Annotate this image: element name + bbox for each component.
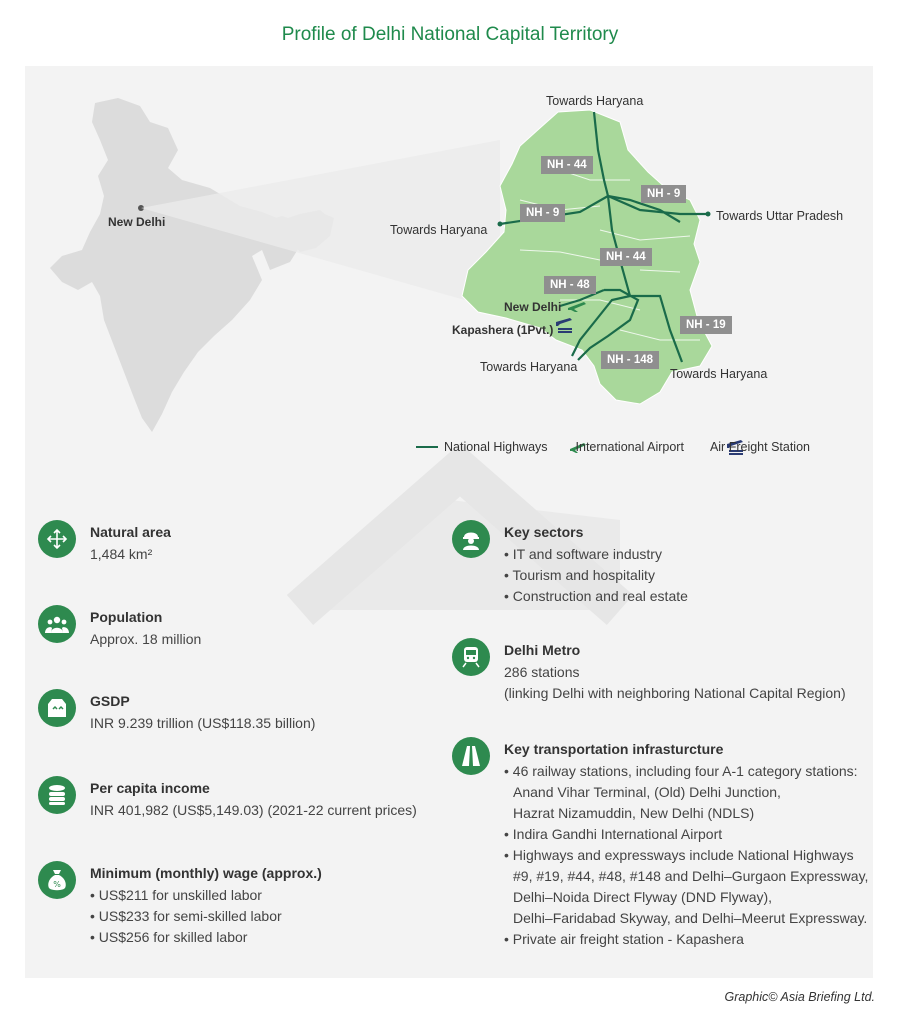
transport-b3-line2: #9, #19, #44, #48, #148 and Delhi–Gurgaon Expressway, — [513, 868, 869, 884]
legend-freight-label: Air Freight Station — [709, 440, 810, 454]
income-title: Per capita income — [90, 780, 210, 796]
transport-title: Key transportation infrasturcture — [504, 741, 724, 757]
natural-area-block — [38, 524, 171, 565]
arrows-move-icon — [38, 520, 76, 558]
wage-title: Minimum (monthly) wage (approx.) — [90, 865, 322, 881]
freight-label: Kapashera (1Pvt.) — [452, 323, 554, 337]
transport-b1-line2: Anand Vihar Terminal, (Old) Delhi Junction, — [513, 784, 781, 800]
nh44-top-badge: NH - 44 — [541, 156, 593, 174]
coins-icon — [38, 776, 76, 814]
legend-airport-label: International Airport — [575, 440, 684, 454]
gsdp-value: INR 9.239 trillion (US$118.35 billion) — [90, 715, 316, 731]
list-item: • US$233 for semi-skilled labor — [90, 906, 322, 927]
people-icon — [38, 605, 76, 643]
legend-highways-label: National Highways — [444, 440, 548, 454]
nh9-left-badge: NH - 9 — [520, 204, 565, 222]
list-item — [504, 824, 868, 845]
towards-southeast-label: Towards Haryana — [670, 367, 768, 381]
list-item — [504, 761, 868, 824]
towards-east-label: Towards Uttar Pradesh — [716, 209, 844, 223]
train-icon — [452, 638, 490, 676]
gsdp-block — [38, 693, 315, 734]
nh48-badge: NH - 48 — [544, 276, 596, 294]
key-sectors-title: Key sectors — [504, 524, 584, 540]
india-new-delhi-label: New Delhi — [108, 215, 166, 229]
map-legend — [416, 440, 828, 454]
list-item: • US$256 for skilled labor — [90, 927, 322, 948]
transport-b1-line3: Hazrat Nizamuddin, New Delhi (NDLS) — [513, 805, 755, 821]
natural-area-title: Natural area — [90, 524, 171, 540]
nh44-mid-badge: NH - 44 — [600, 248, 652, 266]
transport-block — [452, 741, 868, 950]
list-item: • Tourism and hospitality — [504, 565, 688, 586]
income-block — [38, 780, 417, 821]
delhi-metro-stations: 286 stations — [504, 664, 580, 680]
population-title: Population — [90, 609, 163, 625]
list-item — [504, 929, 868, 950]
towards-southwest-label: Towards Haryana — [480, 360, 578, 374]
list-item: • IT and software industry — [504, 544, 688, 565]
money-bag-icon — [38, 861, 76, 899]
transport-b4-line1: Private air freight station - Kapashera — [512, 931, 744, 947]
worker-icon — [452, 520, 490, 558]
delhi-metro-block — [452, 642, 846, 704]
income-value: INR 401,982 (US$5,149.03) (2021-22 current prices) — [90, 802, 417, 818]
population-block — [38, 609, 201, 650]
nh148-badge: NH - 148 — [601, 351, 659, 369]
svg-text:%: % — [53, 880, 61, 889]
transport-b3-line3: Delhi–Noida Direct Flyway (DND Flyway), — [513, 889, 773, 905]
list-item: • US$211 for unskilled labor — [90, 885, 322, 906]
towards-north-label: Towards Haryana — [546, 94, 644, 108]
page-title: Profile of Delhi National Capital Territory — [281, 24, 619, 45]
towards-west-label: Towards Haryana — [390, 223, 488, 237]
legend-airport — [576, 440, 684, 454]
transport-b2-line1: Indira Gandhi International Airport — [512, 826, 723, 842]
credit: Graphic© Asia Briefing Ltd. — [724, 990, 875, 1004]
wage-block — [38, 865, 322, 948]
india-map — [50, 98, 332, 432]
airport-label: New Delhi — [504, 300, 562, 314]
key-sectors-block — [452, 524, 688, 607]
delhi-metro-title: Delhi Metro — [504, 642, 581, 658]
road-icon — [452, 737, 490, 775]
gsdp-title: GSDP — [90, 693, 130, 709]
delhi-metro-note: (linking Delhi with neighboring National Capital Region) — [504, 685, 846, 701]
transport-b1-line1: 46 railway stations, including four A-1 category stations: — [512, 763, 858, 779]
natural-area-value: 1,484 km² — [90, 546, 153, 562]
population-value: Approx. 18 million — [90, 631, 202, 647]
nh19-badge: NH - 19 — [680, 316, 732, 334]
transport-list — [504, 761, 868, 950]
transport-b3-line4: Delhi–Faridabad Skyway, and Delhi–Meerut Expressway. — [513, 910, 868, 926]
nh9-right-badge: NH - 9 — [641, 185, 686, 203]
legend-freight — [710, 440, 810, 454]
list-item: • Construction and real estate — [504, 586, 688, 607]
transport-b3-line1: Highways and expressways include National Highways — [512, 847, 854, 863]
wage-list — [90, 885, 322, 948]
key-sectors-list — [504, 544, 688, 607]
box-icon — [38, 689, 76, 727]
list-item — [504, 845, 868, 929]
legend-highways — [444, 440, 548, 454]
